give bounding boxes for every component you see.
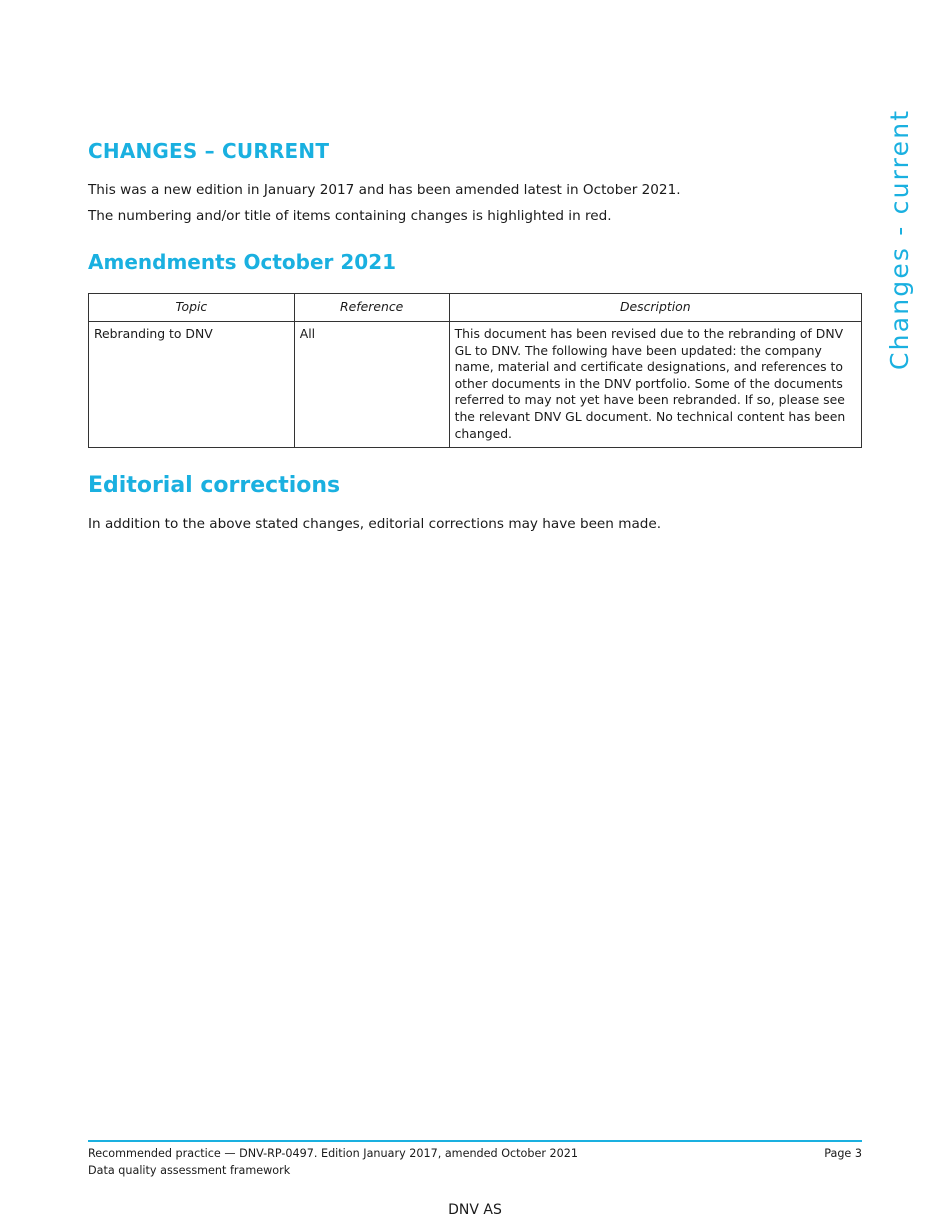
footer-organization: DNV AS: [448, 1202, 502, 1218]
table-header-row: [89, 294, 862, 322]
column-header-reference: Reference: [294, 294, 449, 322]
footer-document-reference: Recommended practice — DNV-RP-0497. Edition January 2017, amended October 2021: [88, 1147, 578, 1160]
cell-reference: All: [294, 322, 449, 448]
page-title: CHANGES – CURRENT: [88, 139, 330, 163]
intro-paragraph-2: The numbering and/or title of items containing changes is highlighted in red.: [88, 208, 612, 224]
intro-paragraph-1: This was a new edition in January 2017 and has been amended latest in October 2021.: [88, 182, 681, 198]
cell-description: This document has been revised due to the rebranding of DNV GL to DNV. The following have been updated: the company name, material and certificate designations, and references to other documents in the DNV portfolio. Some of the documents referred to may not yet have been rebranded. If so, please see the relevant DNV GL document. No technical content has been changed.: [449, 322, 861, 448]
amendments-heading: Amendments October 2021: [88, 250, 397, 274]
side-section-label: Changes - current: [885, 108, 914, 370]
editorial-heading: Editorial corrections: [88, 473, 341, 498]
footer-divider: [88, 1140, 862, 1142]
cell-topic: Rebranding to DNV: [89, 322, 295, 448]
page-number: Page 3: [824, 1147, 862, 1160]
editorial-paragraph: In addition to the above stated changes, editorial corrections may have been made.: [88, 516, 662, 532]
footer-document-title: Data quality assessment framework: [88, 1164, 291, 1177]
column-header-description: Description: [449, 294, 861, 322]
table-row: [89, 322, 862, 448]
column-header-topic: Topic: [89, 294, 295, 322]
changes-table: [88, 293, 862, 448]
